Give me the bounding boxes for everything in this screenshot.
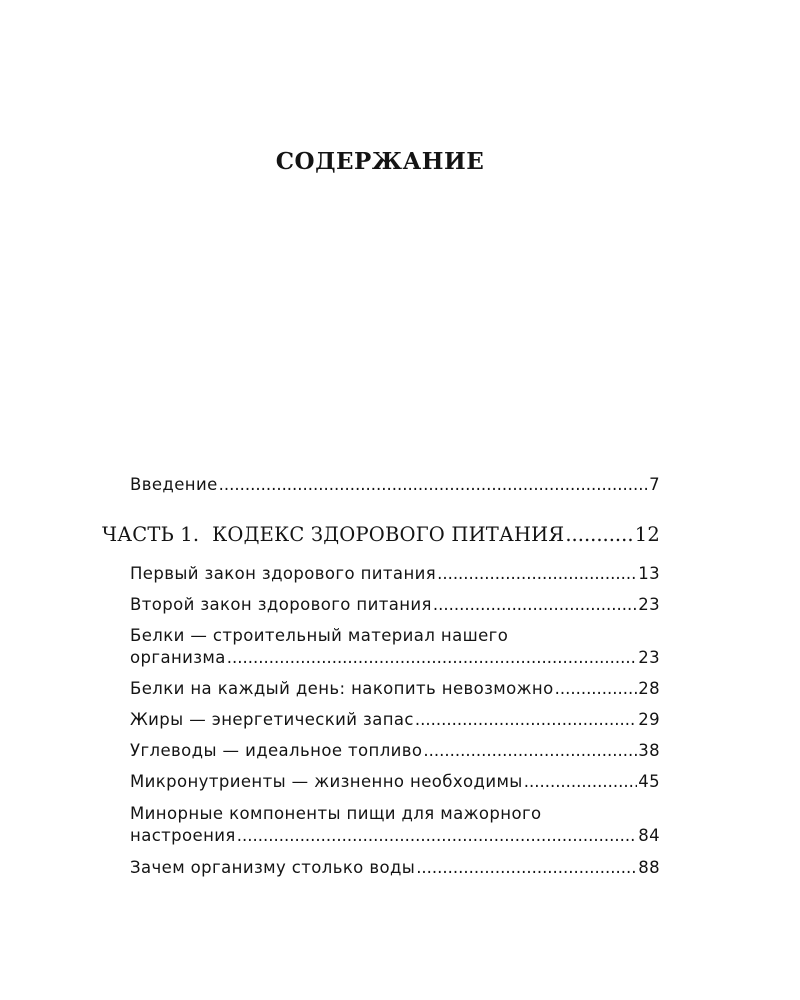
dot-leader: [423, 740, 637, 762]
dot-leader: [524, 771, 637, 793]
toc-entry-title: Микронутриенты — жизненно необходимы: [130, 772, 523, 791]
toc-entry[interactable]: [130, 709, 660, 731]
toc-part-heading[interactable]: [102, 524, 660, 546]
toc-page-number: 88: [638, 858, 660, 877]
toc-entry-title: Второй закон здорового питания: [130, 595, 432, 614]
dot-leader: [237, 825, 637, 847]
toc-entry-title: Углеводы — идеальное топливо: [130, 741, 423, 760]
toc-page-number: 13: [638, 564, 660, 583]
toc-page-number: 84: [638, 826, 660, 845]
toc-entry[interactable]: [130, 740, 660, 762]
toc-page-number: 29: [638, 710, 660, 729]
dot-leader: [415, 709, 637, 731]
toc-part-title: ЧАСТЬ 1. КОДЕКС ЗДОРОВОГО ПИТАНИЯ: [102, 523, 565, 546]
toc-entry[interactable]: [130, 625, 660, 669]
toc-entry[interactable]: [130, 563, 660, 585]
toc-entry-title: Первый закон здорового питания: [130, 564, 437, 583]
toc-page-number: 38: [638, 741, 660, 760]
page-title: СОДЕРЖАНИЕ: [275, 148, 485, 175]
toc-entry-title: Зачем организму столько воды: [130, 858, 416, 877]
dot-leader: [437, 563, 637, 585]
toc-entry[interactable]: [130, 771, 660, 793]
toc-entry-title: Введение: [130, 475, 218, 494]
toc-entry-title-line2: организма: [130, 648, 226, 667]
toc-entry-title-line1: Минорные компоненты пищи для мажорного: [130, 804, 542, 823]
toc-entry-title: Жиры — энергетический запас: [130, 710, 414, 729]
toc-page-number: 12: [634, 523, 660, 546]
toc-entry[interactable]: [130, 594, 660, 616]
dot-leader: [416, 857, 637, 879]
toc-page-number: 45: [638, 772, 660, 791]
toc-page-number: 23: [638, 648, 660, 667]
toc-entry[interactable]: [130, 678, 660, 700]
toc-entry-intro[interactable]: [130, 474, 660, 496]
toc-entry-title-line2: настроения: [130, 826, 236, 845]
toc-page-number: 28: [638, 679, 660, 698]
dot-leader: [433, 594, 637, 616]
toc-entry-title: Белки на каждый день: накопить невозможно: [130, 679, 554, 698]
dot-leader: [565, 524, 633, 546]
dot-leader: [219, 474, 648, 496]
dot-leader: [555, 678, 638, 700]
toc-page-number: 7: [649, 475, 660, 494]
dot-leader: [227, 647, 637, 669]
toc-entry-title-line1: Белки — строительный материал нашего: [130, 626, 509, 645]
toc-page-number: 23: [638, 595, 660, 614]
toc-entry[interactable]: [130, 857, 660, 879]
toc-entry[interactable]: [130, 803, 660, 847]
